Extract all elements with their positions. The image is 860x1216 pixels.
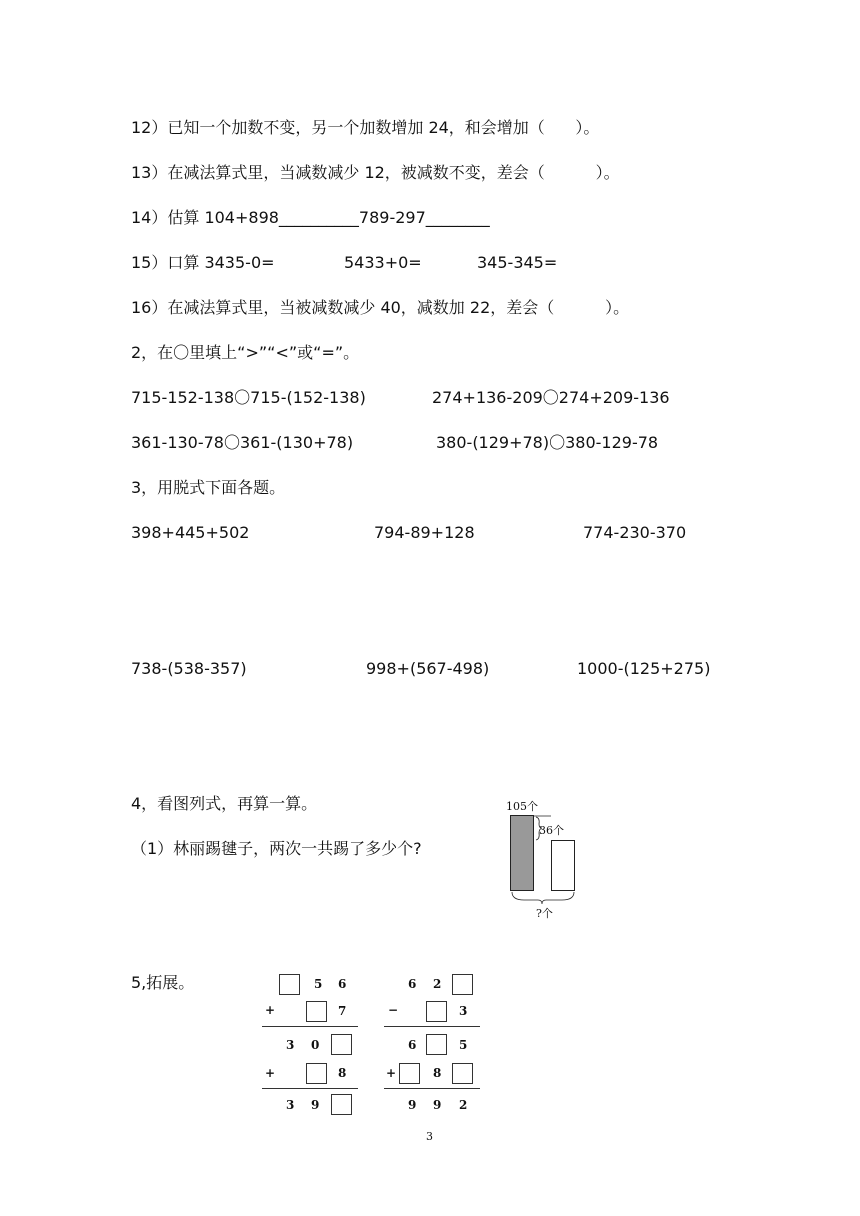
figure-question: （1）林丽踢毽子，两次一共踢了多少个? <box>131 839 422 858</box>
operator: + <box>265 1066 276 1080</box>
digit: 0 <box>311 1038 320 1052</box>
bar-diagram <box>500 796 590 926</box>
blank-box[interactable] <box>306 1001 327 1022</box>
blank-box[interactable] <box>279 974 300 995</box>
digit: 5 <box>314 977 323 991</box>
digit: 3 <box>286 1098 295 1112</box>
question-14: 14）估算 104+898__________789-297________ <box>131 208 490 227</box>
digit: 5 <box>459 1038 468 1052</box>
blank-box[interactable] <box>452 1063 473 1084</box>
difference-line <box>384 1026 480 1027</box>
question-12: 12）已知一个加数不变，另一个加数增加 24，和会增加（ ）。 <box>131 118 600 137</box>
unknown-label: ?个 <box>536 907 553 920</box>
page-number: 3 <box>426 1130 433 1143</box>
digit: 6 <box>408 977 417 991</box>
sum-line <box>262 1088 358 1089</box>
digit: 9 <box>408 1098 417 1112</box>
calc-item: 738-(538-357) <box>131 659 247 678</box>
digit: 8 <box>338 1066 347 1080</box>
digit: 9 <box>311 1098 320 1112</box>
compare-heading: 2，在〇里填上“>”“<”或“=”。 <box>131 343 360 362</box>
difference-label: 36个 <box>539 824 564 837</box>
question-15-c: 345-345= <box>477 253 558 272</box>
calc-item: 398+445+502 <box>131 523 250 542</box>
compare-item: 715-152-138〇715-(152-138) <box>131 388 366 407</box>
digit: 3 <box>459 1004 468 1018</box>
digit: 2 <box>459 1098 468 1112</box>
blank-box[interactable] <box>331 1034 352 1055</box>
question-15-b: 5433+0= <box>344 253 422 272</box>
blank-box[interactable] <box>399 1063 420 1084</box>
calc-heading: 3，用脱式下面各题。 <box>131 478 286 497</box>
calc-item: 774-230-370 <box>583 523 687 542</box>
digit: 7 <box>338 1004 347 1018</box>
blank-box[interactable] <box>331 1094 352 1115</box>
operator: + <box>386 1066 397 1080</box>
compare-item: 361-130-78〇361-(130+78) <box>131 433 354 452</box>
calc-item: 794-89+128 <box>374 523 475 542</box>
compare-item: 274+136-209〇274+209-136 <box>432 388 670 407</box>
digit: 6 <box>408 1038 417 1052</box>
digit: 3 <box>286 1038 295 1052</box>
sum-line <box>384 1088 480 1089</box>
question-16: 16）在减法算式里，当被减数减少 40，减数加 22，差会（ ）。 <box>131 298 630 317</box>
blank-box[interactable] <box>452 974 473 995</box>
sum-line <box>262 1026 358 1027</box>
figure-heading: 4，看图列式，再算一算。 <box>131 794 318 813</box>
extend-heading: 5,拓展。 <box>131 973 195 992</box>
blank-box[interactable] <box>426 1034 447 1055</box>
digit: 9 <box>433 1098 442 1112</box>
total-label: 105个 <box>506 800 538 813</box>
question-15-a: 15）口算 3435-0= <box>131 253 275 272</box>
operator: − <box>388 1003 399 1017</box>
question-13: 13）在减法算式里，当减数减少 12，被减数不变，差会（ ）。 <box>131 163 620 182</box>
blank-box[interactable] <box>306 1063 327 1084</box>
digit: 2 <box>433 977 442 991</box>
calc-item: 1000-(125+275) <box>577 659 711 678</box>
blank-box[interactable] <box>426 1001 447 1022</box>
calc-item: 998+(567-498) <box>366 659 490 678</box>
digit: 8 <box>433 1066 442 1080</box>
compare-item: 380-(129+78)〇380-129-78 <box>436 433 659 452</box>
digit: 6 <box>338 977 347 991</box>
operator: + <box>265 1003 276 1017</box>
